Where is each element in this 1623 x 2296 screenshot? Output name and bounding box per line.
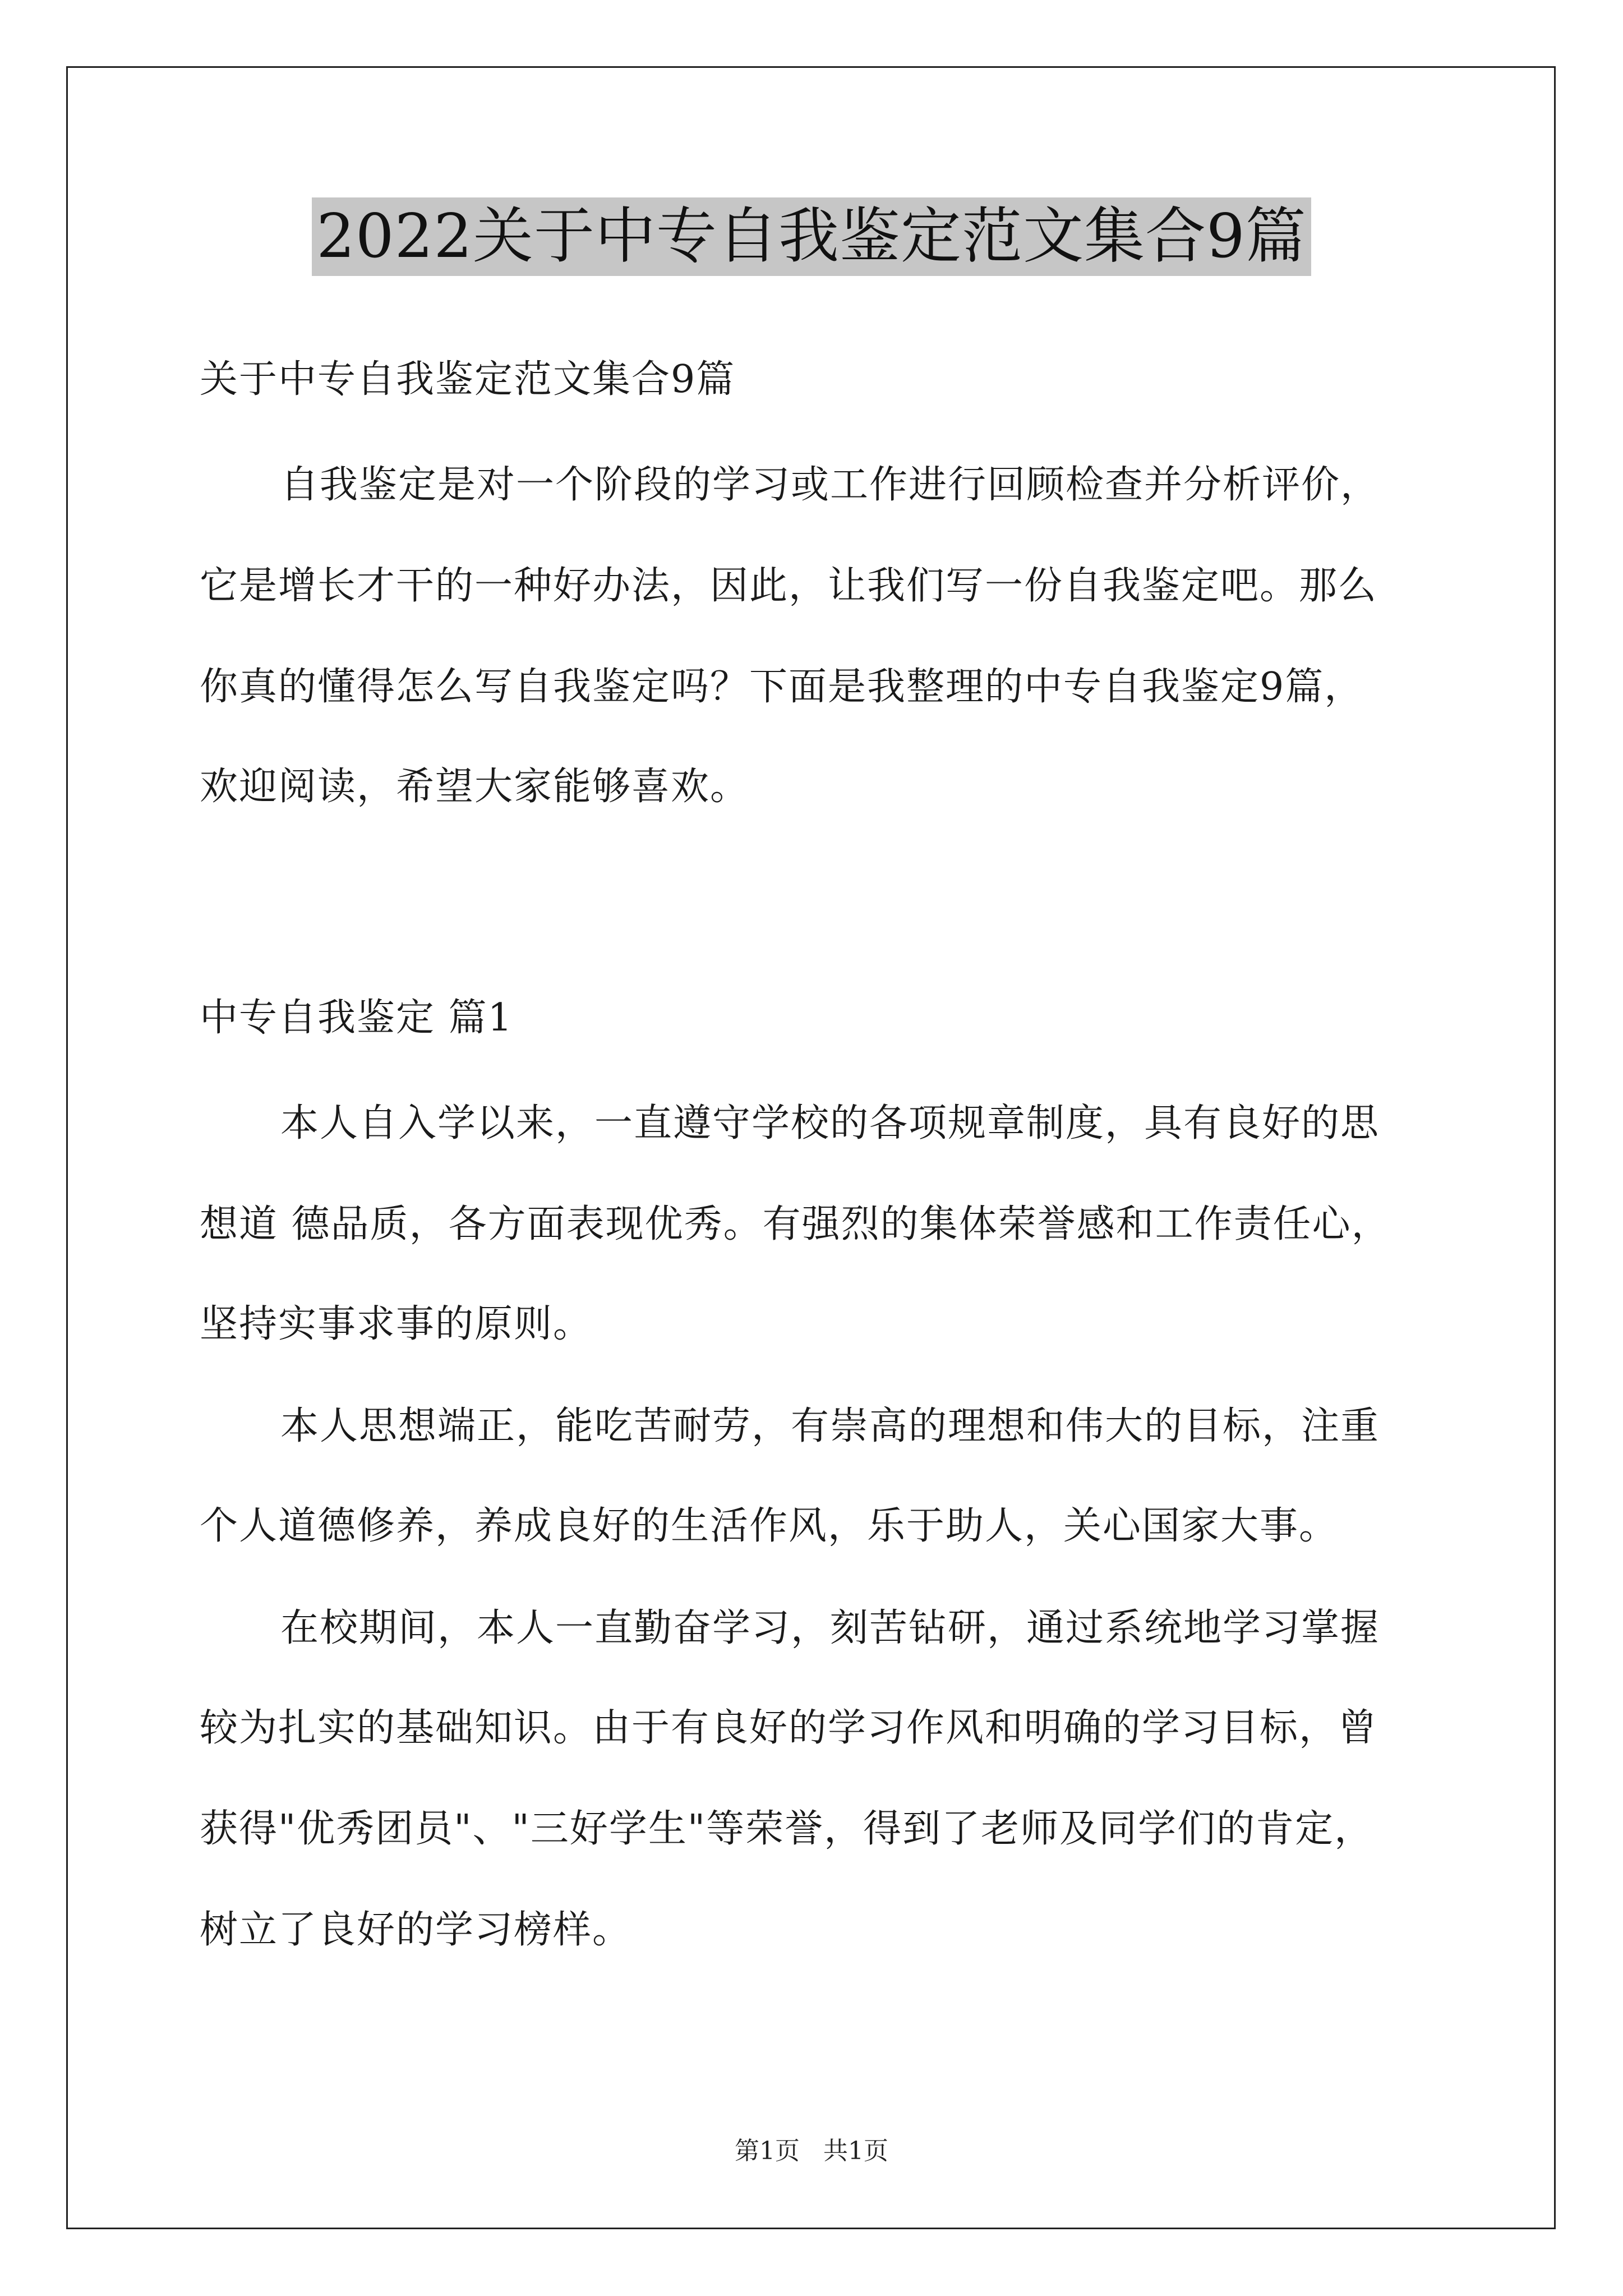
document-title: 2022关于中专自我鉴定范文集合9篇	[312, 197, 1311, 276]
body-line: 树立了良好的学习榜样。	[200, 1908, 632, 1952]
body-line: 获得"优秀团员"、"三好学生"等荣誉，得到了老师及同学们的肯定，	[200, 1807, 1374, 1851]
intro-line: 欢迎阅读，希望大家能够喜欢。	[200, 765, 750, 809]
page-number: 第1页	[735, 2137, 800, 2165]
body-line: 在校期间，本人一直勤奋学习，刻苦钻研，通过系统地学习掌握	[280, 1606, 1380, 1650]
title-container	[0, 197, 1623, 276]
body-line: 坚持实事求事的原则。	[200, 1302, 593, 1346]
intro-line: 它是增长才干的一种好办法，因此，让我们写一份自我鉴定吧。那么	[200, 564, 1378, 608]
body-line: 想道 德品质，各方面表现优秀。有强烈的集体荣誉感和工作责任心，	[200, 1202, 1391, 1246]
body-line: 本人自入学以来，一直遵守学校的各项规章制度，具有良好的思	[280, 1101, 1380, 1145]
page-footer	[0, 2134, 1623, 2168]
body-line: 个人道德修养，养成良好的生活作风，乐于助人，关心国家大事。	[200, 1504, 1339, 1548]
body-line: 较为扎实的基础知识。由于有良好的学习作风和明确的学习目标，曾	[200, 1706, 1378, 1750]
body-line: 本人思想端正，能吃苦耐劳，有崇高的理想和伟大的目标，注重	[280, 1404, 1380, 1448]
page-total: 共1页	[823, 2137, 888, 2165]
section-heading: 中专自我鉴定 篇1	[200, 996, 513, 1040]
intro-line: 你真的懂得怎么写自我鉴定吗？下面是我整理的中专自我鉴定9篇，	[200, 665, 1364, 709]
intro-line: 自我鉴定是对一个阶段的学习或工作进行回顾检查并分析评价，	[280, 463, 1380, 507]
document-subtitle: 关于中专自我鉴定范文集合9篇	[200, 357, 736, 402]
